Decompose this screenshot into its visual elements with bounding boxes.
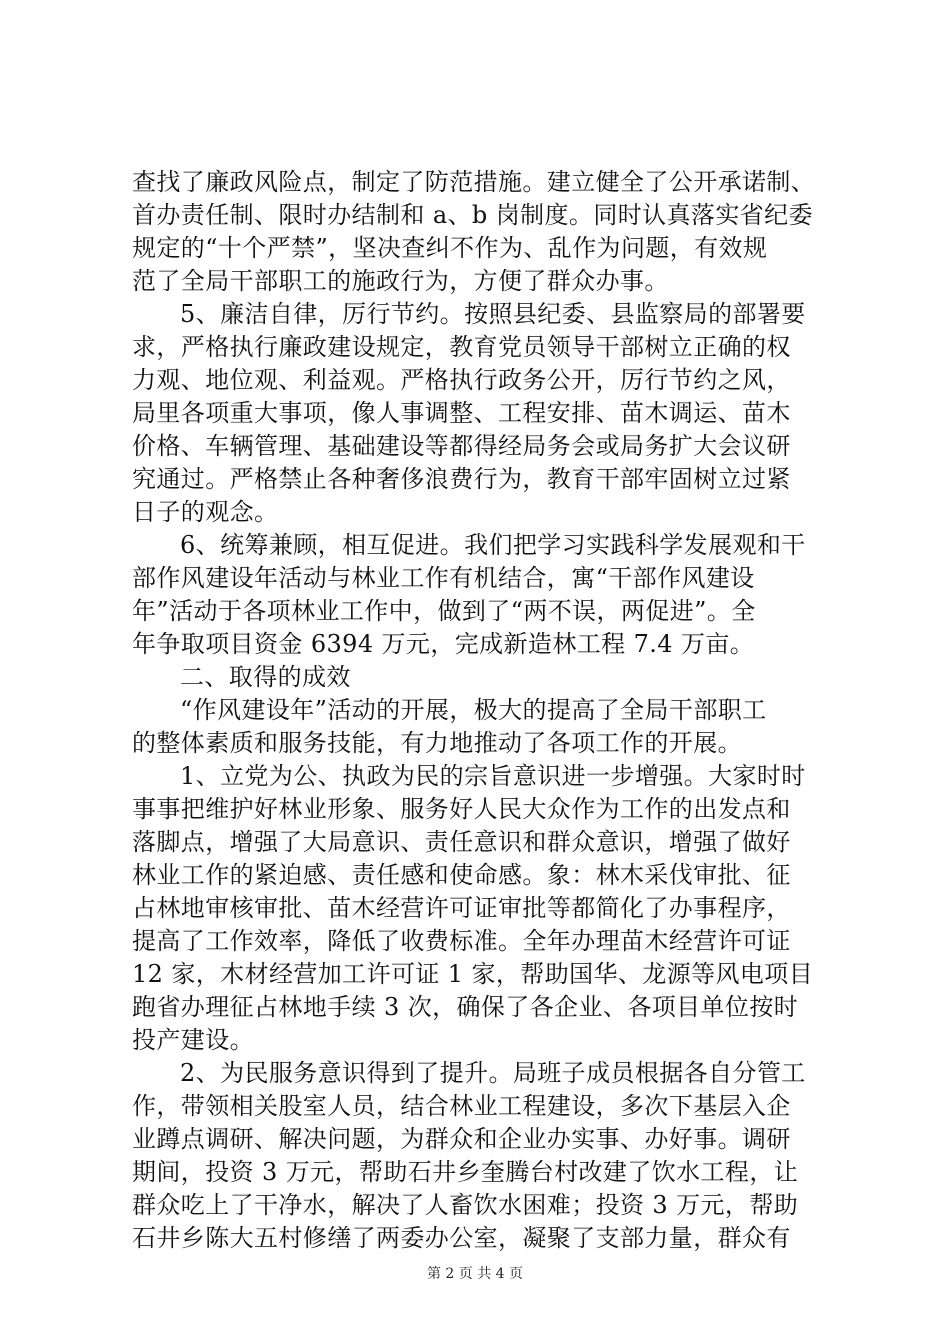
text-line: 规定的“十个严禁”，坚决查纠不作为、乱作为问题，有效规: [132, 234, 768, 262]
text-line: 2、为民服务意识得到了提升。局班子成员根据各自分管工: [180, 1059, 806, 1087]
text-line: 事事把维护好林业形象、服务好人民大众作为工作的出发点和: [132, 795, 791, 823]
text-line: 日子的观念。: [132, 498, 279, 526]
page-footer: 第 2 页 共 4 页: [426, 1266, 524, 1282]
text-line: 1、立党为公、执政为民的宗旨意识进一步增强。大家时时: [180, 762, 806, 790]
document-body: [132, 166, 832, 1255]
text-line: 力观、地位观、利益观。严格执行政务公开，厉行节约之风，: [132, 366, 791, 394]
text-line: 5、廉洁自律，厉行节约。按照县纪委、县监察局的部署要: [180, 300, 806, 328]
text-line: 范了全局干部职工的施政行为，方便了群众办事。: [132, 267, 669, 295]
text-line: 石井乡陈大五村修缮了两委办公室，凝聚了支部力量，群众有: [132, 1224, 791, 1252]
text-line: 作，带领相关股室人员，结合林业工程建设，多次下基层入企: [132, 1092, 791, 1120]
text-line: 6、统筹兼顾，相互促进。我们把学习实践科学发展观和干: [180, 531, 806, 559]
text-line: 占林地审核审批、苗木经营许可证审批等都简化了办事程序，: [132, 894, 791, 922]
text-line: 投产建设。: [132, 1026, 254, 1054]
text-line: 提高了工作效率，降低了收费标准。全年办理苗木经营许可证: [132, 927, 791, 955]
text-line: 业蹲点调研、解决问题，为群众和企业办实事、办好事。调研: [132, 1125, 791, 1153]
text-line: 局里各项重大事项，像人事调整、工程安排、苗木调运、苗木: [132, 399, 791, 427]
text-line: 究通过。严格禁止各种奢侈浪费行为，教育干部牢固树立过紧: [132, 465, 791, 493]
text-line: 年”活动于各项林业工作中，做到了“两不误，两促进”。全: [132, 597, 756, 625]
text-line: 落脚点，增强了大局意识、责任意识和群众意识，增强了做好: [132, 828, 791, 856]
text-line: 价格、车辆管理、基础建设等都得经局务会或局务扩大会议研: [132, 432, 791, 460]
text-line: 跑省办理征占林地手续 3 次，确保了各企业、各项目单位按时: [132, 993, 799, 1021]
text-line: 林业工作的紧迫感、责任感和使命感。象：林木采伐审批、征: [132, 861, 791, 889]
text-line: 期间，投资 3 万元，帮助石井乡奎腾台村改建了饮水工程，让: [132, 1158, 799, 1186]
text-line: 首办责任制、限时办结制和 a、b 岗制度。同时认真落实省纪委: [132, 201, 813, 229]
text-line: 二、取得的成效: [180, 663, 351, 691]
text-line: 的整体素质和服务技能，有力地推动了各项工作的开展。: [132, 729, 742, 757]
text-line: 求，严格执行廉政建设规定，教育党员领导干部树立正确的权: [132, 333, 791, 361]
text-line: 查找了廉政风险点，制定了防范措施。建立健全了公开承诺制、: [132, 168, 816, 196]
text-line: 12 家，木材经营加工许可证 1 家，帮助国华、龙源等风电项目: [132, 960, 814, 988]
text-line: 年争取项目资金 6394 万元，完成新造林工程 7.4 万亩。: [132, 630, 755, 658]
text-line: “作风建设年”活动的开展，极大的提高了全局干部职工: [180, 696, 767, 724]
text-line: 部作风建设年活动与林业工作有机结合，寓“干部作风建设: [132, 564, 755, 592]
text-line: 群众吃上了干净水，解决了人畜饮水困难；投资 3 万元，帮助: [132, 1191, 799, 1219]
